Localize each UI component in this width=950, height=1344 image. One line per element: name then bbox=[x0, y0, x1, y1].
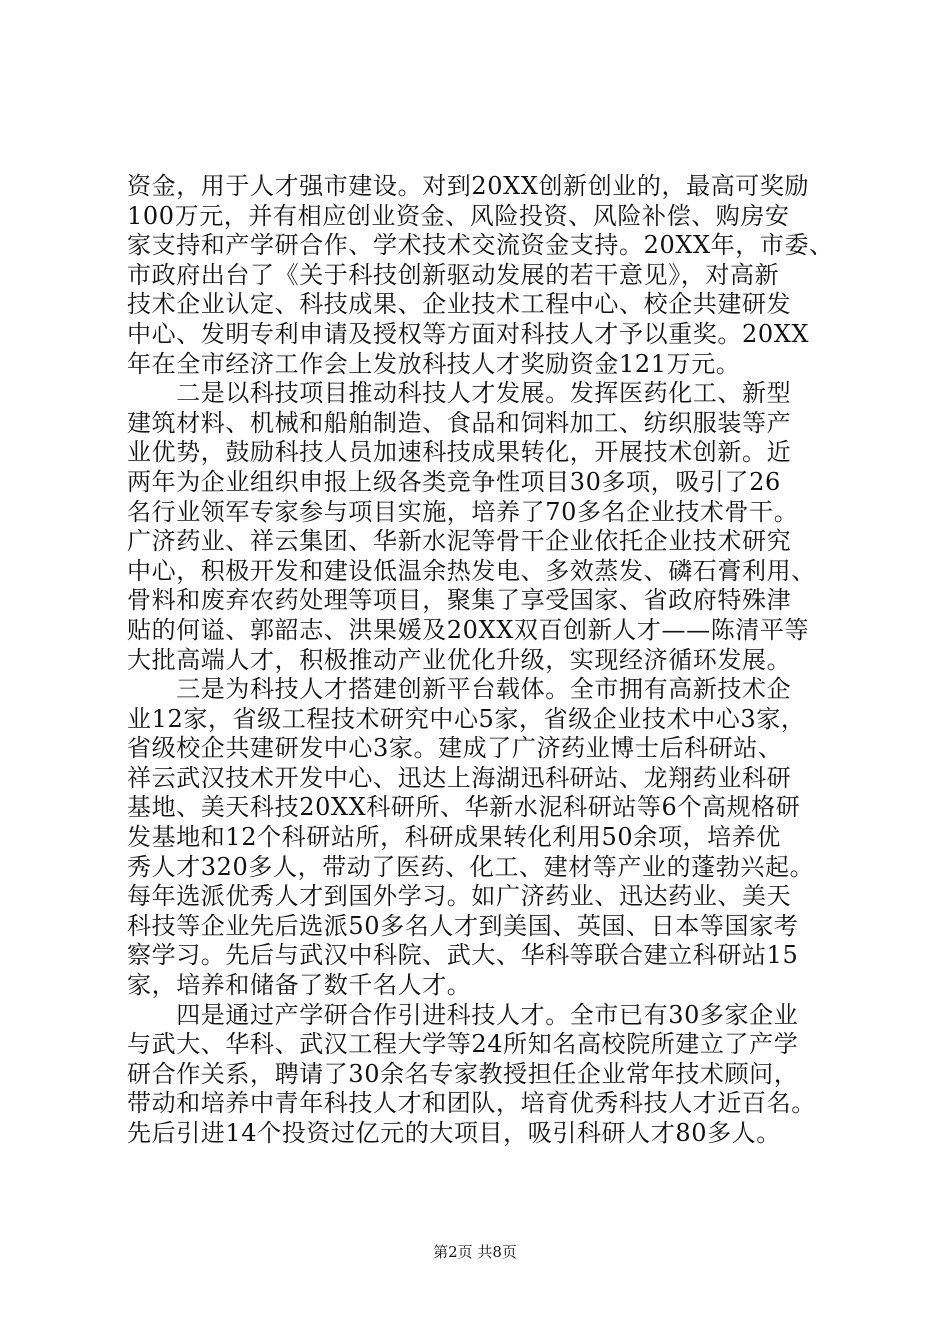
text-line: 家，培养和储备了数千名人才。 bbox=[127, 971, 472, 1000]
text-line: 名行业领军专家参与项目实施，培养了70多名企业技术骨干。 bbox=[127, 497, 799, 526]
text-line: 发基地和12个科研站所，科研成果转化利用50余项，培养优 bbox=[127, 823, 781, 852]
text-line: 资金，用于人才强市建设。对到20XX创新创业的，最高可奖励 bbox=[127, 172, 810, 200]
text-line: 年在全市经济工作会上发放科技人才奖励资金121万元。 bbox=[127, 349, 741, 378]
text-line: 建筑材料、机械和船舶制造、食品和饲料加工、纺织服装等产 bbox=[127, 408, 792, 437]
text-line: 先后引进14个投资过亿元的大项目，吸引科研人才80多人。 bbox=[127, 1119, 781, 1147]
text-line: 秀人才320多人，带动了医药、化工、建材等产业的蓬勃兴起。 bbox=[127, 852, 815, 881]
text-line: 业12家，省级工程技术研究中心5家，省级企业技术中心3家， bbox=[127, 704, 806, 733]
text-line: 骨料和废弃农药处理等项目，聚集了享受国家、省政府特殊津 bbox=[127, 586, 792, 615]
text-line: 四是通过产学研合作引进科技人才。全市已有30多家企业 bbox=[127, 1000, 799, 1029]
text-line: 中心、发明专利申请及授权等方面对科技人才予以重奖。20XX bbox=[127, 319, 810, 348]
text-line: 家支持和产学研合作、学术技术交流资金支持。20XX年，市委、 bbox=[127, 231, 834, 260]
text-line: 与武大、华科、武汉工程大学等24所知名高校院所建立了产学 bbox=[127, 1030, 799, 1059]
text-line: 贴的何谥、郭韶志、洪果媛及20XX双百创新人才——陈清平等 bbox=[127, 615, 810, 644]
text-line: 广济药业、祥云集团、华新水泥等骨干企业依托企业技术研究 bbox=[127, 527, 792, 556]
text-line: 基地、美天科技20XX科研所、华新水泥科研站等6个高规格研 bbox=[127, 793, 801, 822]
text-line: 业优势，鼓励科技人员加速科技成果转化，开展技术创新。近 bbox=[127, 438, 792, 467]
body-text bbox=[127, 172, 837, 1149]
text-line: 研合作关系，聘请了30余名专家教授担任企业常年技术顾问， bbox=[127, 1059, 799, 1088]
text-line: 省级校企共建研发中心3家。建成了广济药业博士后科研站、 bbox=[127, 734, 783, 763]
text-line: 三是为科技人才搭建创新平台载体。全市拥有高新技术企 bbox=[127, 675, 792, 704]
text-line: 二是以科技项目推动科技人才发展。发挥医药化工、新型 bbox=[127, 379, 792, 408]
text-line: 大批高端人才，积极推动产业优化升级，实现经济循环发展。 bbox=[127, 645, 792, 674]
text-line: 科技等企业先后选派50多名人才到美国、英国、日本等国家考 bbox=[127, 911, 799, 940]
text-line: 市政府出台了《关于科技创新驱动发展的若干意见》，对高新 bbox=[127, 260, 780, 289]
page-number-footer: 第2页 共8页 bbox=[433, 1243, 517, 1261]
text-line: 两年为企业组织申报上级各类竞争性项目30多项，吸引了26 bbox=[127, 467, 781, 496]
text-line: 技术企业认定、科技成果、企业技术工程中心、校企共建研发 bbox=[127, 290, 792, 319]
text-line: 100万元，并有相应创业资金、风险投资、风险补偿、购房安 bbox=[127, 201, 790, 230]
text-line: 每年选派优秀人才到国外学习。如广济药业、迅达药业、美天 bbox=[127, 882, 792, 911]
text-line: 祥云武汉技术开发中心、迅达上海湖迅科研站、龙翔药业科研 bbox=[127, 763, 792, 792]
text-line: 中心，积极开发和建设低温余热发电、多效蒸发、磷石膏利用、 bbox=[127, 556, 816, 585]
text-line: 带动和培养中青年科技人才和团队，培育优秀科技人才近百名。 bbox=[127, 1089, 816, 1118]
text-line: 察学习。先后与武汉中科院、武大、华科等联合建立科研站15 bbox=[127, 941, 799, 970]
